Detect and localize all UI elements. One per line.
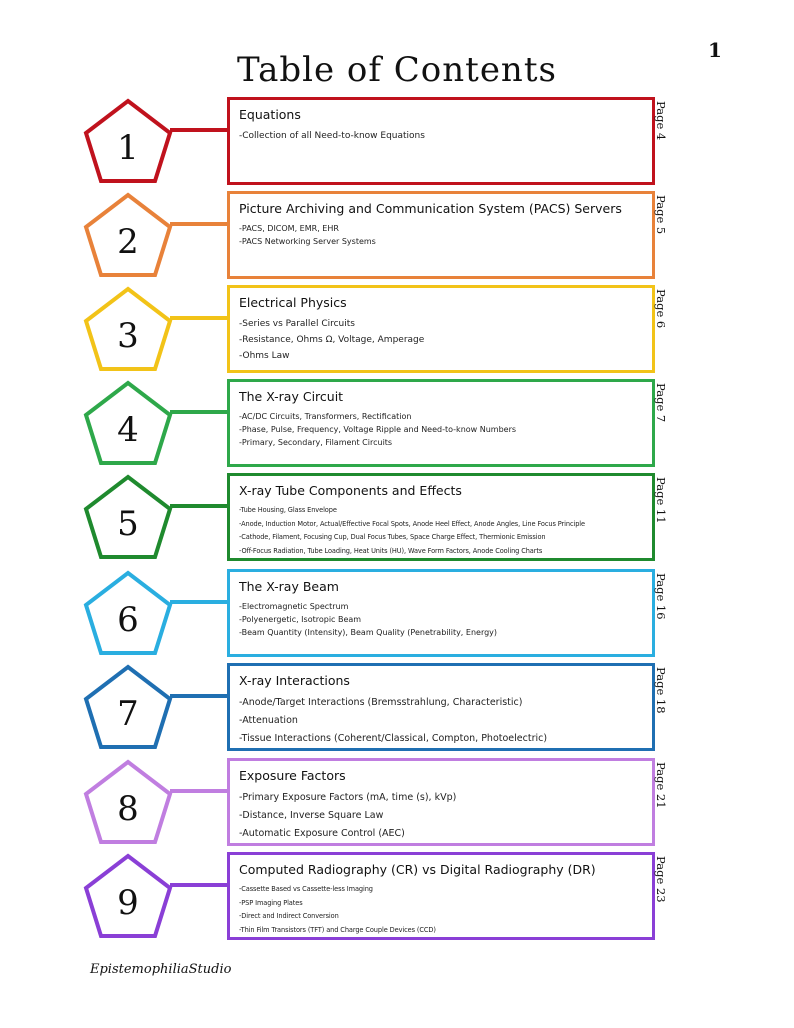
section-box <box>227 569 655 657</box>
section-items <box>239 694 644 748</box>
section-box <box>227 852 655 940</box>
section-item: -Anode/Target Interactions (Bremsstrahlung, Characteristic) <box>239 697 523 708</box>
page-title: Table of Contents <box>237 50 557 90</box>
toc-section-5 <box>80 473 680 561</box>
section-item: -AC/DC Circuits, Transformers, Rectification <box>239 412 412 421</box>
section-item: -Polyenergetic, Isotropic Beam <box>239 615 362 624</box>
page-reference-text: Page 16 <box>654 573 668 620</box>
page-number: 1 <box>708 38 722 62</box>
page-reference <box>652 477 666 557</box>
section-item: -Tube Housing, Glass Envelope <box>239 506 337 514</box>
section-number: 3 <box>117 316 139 356</box>
toc-section-1 <box>80 97 680 185</box>
page-reference <box>652 383 666 463</box>
section-item: -Electromagnetic Spectrum <box>239 602 349 611</box>
section-item: -PSP Imaging Plates <box>239 898 303 907</box>
section-number: 2 <box>117 222 139 262</box>
section-box <box>227 97 655 185</box>
section-item: -Anode, Induction Motor, Actual/Effective Focal Spots, Anode Heel Effect, Anode Angles, Line Focus Principle <box>239 519 585 528</box>
toc-section-4 <box>80 379 680 467</box>
section-items <box>239 789 644 843</box>
section-item: -Cathode, Filament, Focusing Cup, Dual Focus Tubes, Space Charge Effect, Thermionic Emission <box>239 533 546 541</box>
section-title: The X-ray Beam <box>239 579 339 594</box>
section-item: -Cassette Based vs Cassette-less Imaging <box>239 885 373 893</box>
section-number: 8 <box>117 789 139 829</box>
section-title: Computed Radiography (CR) vs Digital Radiography (DR) <box>239 862 596 877</box>
section-items <box>239 504 644 558</box>
section-item: -Attenuation <box>239 715 298 726</box>
page-reference <box>652 856 666 936</box>
section-number: 7 <box>117 694 139 734</box>
section-item: -Phase, Pulse, Frequency, Voltage Ripple and Need-to-know Numbers <box>239 425 517 434</box>
page-reference <box>652 762 666 842</box>
section-box <box>227 663 655 751</box>
section-title: X-ray Interactions <box>239 673 350 688</box>
section-title: Equations <box>239 107 301 122</box>
section-title: Picture Archiving and Communication System (PACS) Servers <box>239 201 622 216</box>
section-item: -PACS, DICOM, EMR, EHR <box>239 224 339 233</box>
section-items <box>239 316 644 364</box>
section-item: -Distance, Inverse Square Law <box>239 810 384 821</box>
section-item: -Automatic Exposure Control (AEC) <box>239 828 405 839</box>
section-items <box>239 410 644 449</box>
pentagon-icon <box>80 569 180 657</box>
section-items <box>239 128 644 144</box>
pentagon-icon <box>80 97 180 185</box>
toc-section-2 <box>80 191 680 279</box>
page-reference-text: Page 23 <box>654 856 668 903</box>
page-reference-text: Page 4 <box>654 101 668 141</box>
section-number: 5 <box>117 504 139 544</box>
section-item: -Tissue Interactions (Coherent/Classical, Compton, Photoelectric) <box>239 733 548 744</box>
section-items <box>239 222 644 248</box>
section-item: -Direct and Indirect Conversion <box>239 912 339 920</box>
section-item: -Series vs Parallel Circuits <box>239 319 355 329</box>
section-box <box>227 758 655 846</box>
pentagon-icon <box>80 191 180 279</box>
section-items <box>239 883 644 937</box>
section-item: -Primary, Secondary, Filament Circuits <box>239 438 393 447</box>
section-item: -Resistance, Ohms Ω, Voltage, Amperage <box>239 335 425 345</box>
footer-signature: EpistemophiliaStudio <box>90 962 232 977</box>
toc-section-9 <box>80 852 680 940</box>
page-reference <box>652 101 666 181</box>
section-title: X-ray Tube Components and Effects <box>239 483 462 498</box>
pentagon-icon <box>80 379 180 467</box>
section-title: The X-ray Circuit <box>239 389 344 404</box>
pentagon-icon <box>80 852 180 940</box>
section-number: 1 <box>117 128 139 168</box>
toc-section-8 <box>80 758 680 846</box>
pentagon-icon <box>80 758 180 846</box>
section-items <box>239 600 644 639</box>
toc-section-3 <box>80 285 680 373</box>
section-item: -Beam Quantity (Intensity), Beam Quality (Penetrability, Energy) <box>239 628 498 637</box>
toc-section-7 <box>80 663 680 751</box>
page-reference-text: Page 6 <box>654 289 668 329</box>
page-reference <box>652 195 666 275</box>
page-reference-text: Page 5 <box>654 195 668 235</box>
section-item: -Off-Focus Radiation, Tube Loading, Heat Units (HU), Wave Form Factors, Anode Cooling Charts <box>239 546 543 555</box>
section-box <box>227 379 655 467</box>
page-reference-text: Page 11 <box>654 477 668 524</box>
section-item: -Collection of all Need-to-know Equations <box>239 131 425 141</box>
section-number: 6 <box>117 600 139 640</box>
section-box <box>227 191 655 279</box>
section-box <box>227 473 655 561</box>
section-item: -PACS Networking Server Systems <box>239 237 376 246</box>
section-item: -Ohms Law <box>239 351 290 361</box>
section-title: Exposure Factors <box>239 768 346 783</box>
section-number: 4 <box>117 410 139 450</box>
pentagon-icon <box>80 285 180 373</box>
section-item: -Thin Film Transistors (TFT) and Charge Couple Devices (CCD) <box>239 925 436 934</box>
section-number: 9 <box>117 883 139 923</box>
page-reference-text: Page 18 <box>654 667 668 714</box>
section-item: -Primary Exposure Factors (mA, time (s), kVp) <box>239 792 457 803</box>
toc-section-6 <box>80 569 680 657</box>
page-reference-text: Page 7 <box>654 383 668 423</box>
section-box <box>227 285 655 373</box>
page-reference-text: Page 21 <box>654 762 668 809</box>
page-reference <box>652 667 666 747</box>
page-reference <box>652 289 666 369</box>
pentagon-icon <box>80 473 180 561</box>
section-title: Electrical Physics <box>239 295 347 310</box>
page-reference <box>652 573 666 653</box>
pentagon-icon <box>80 663 180 751</box>
